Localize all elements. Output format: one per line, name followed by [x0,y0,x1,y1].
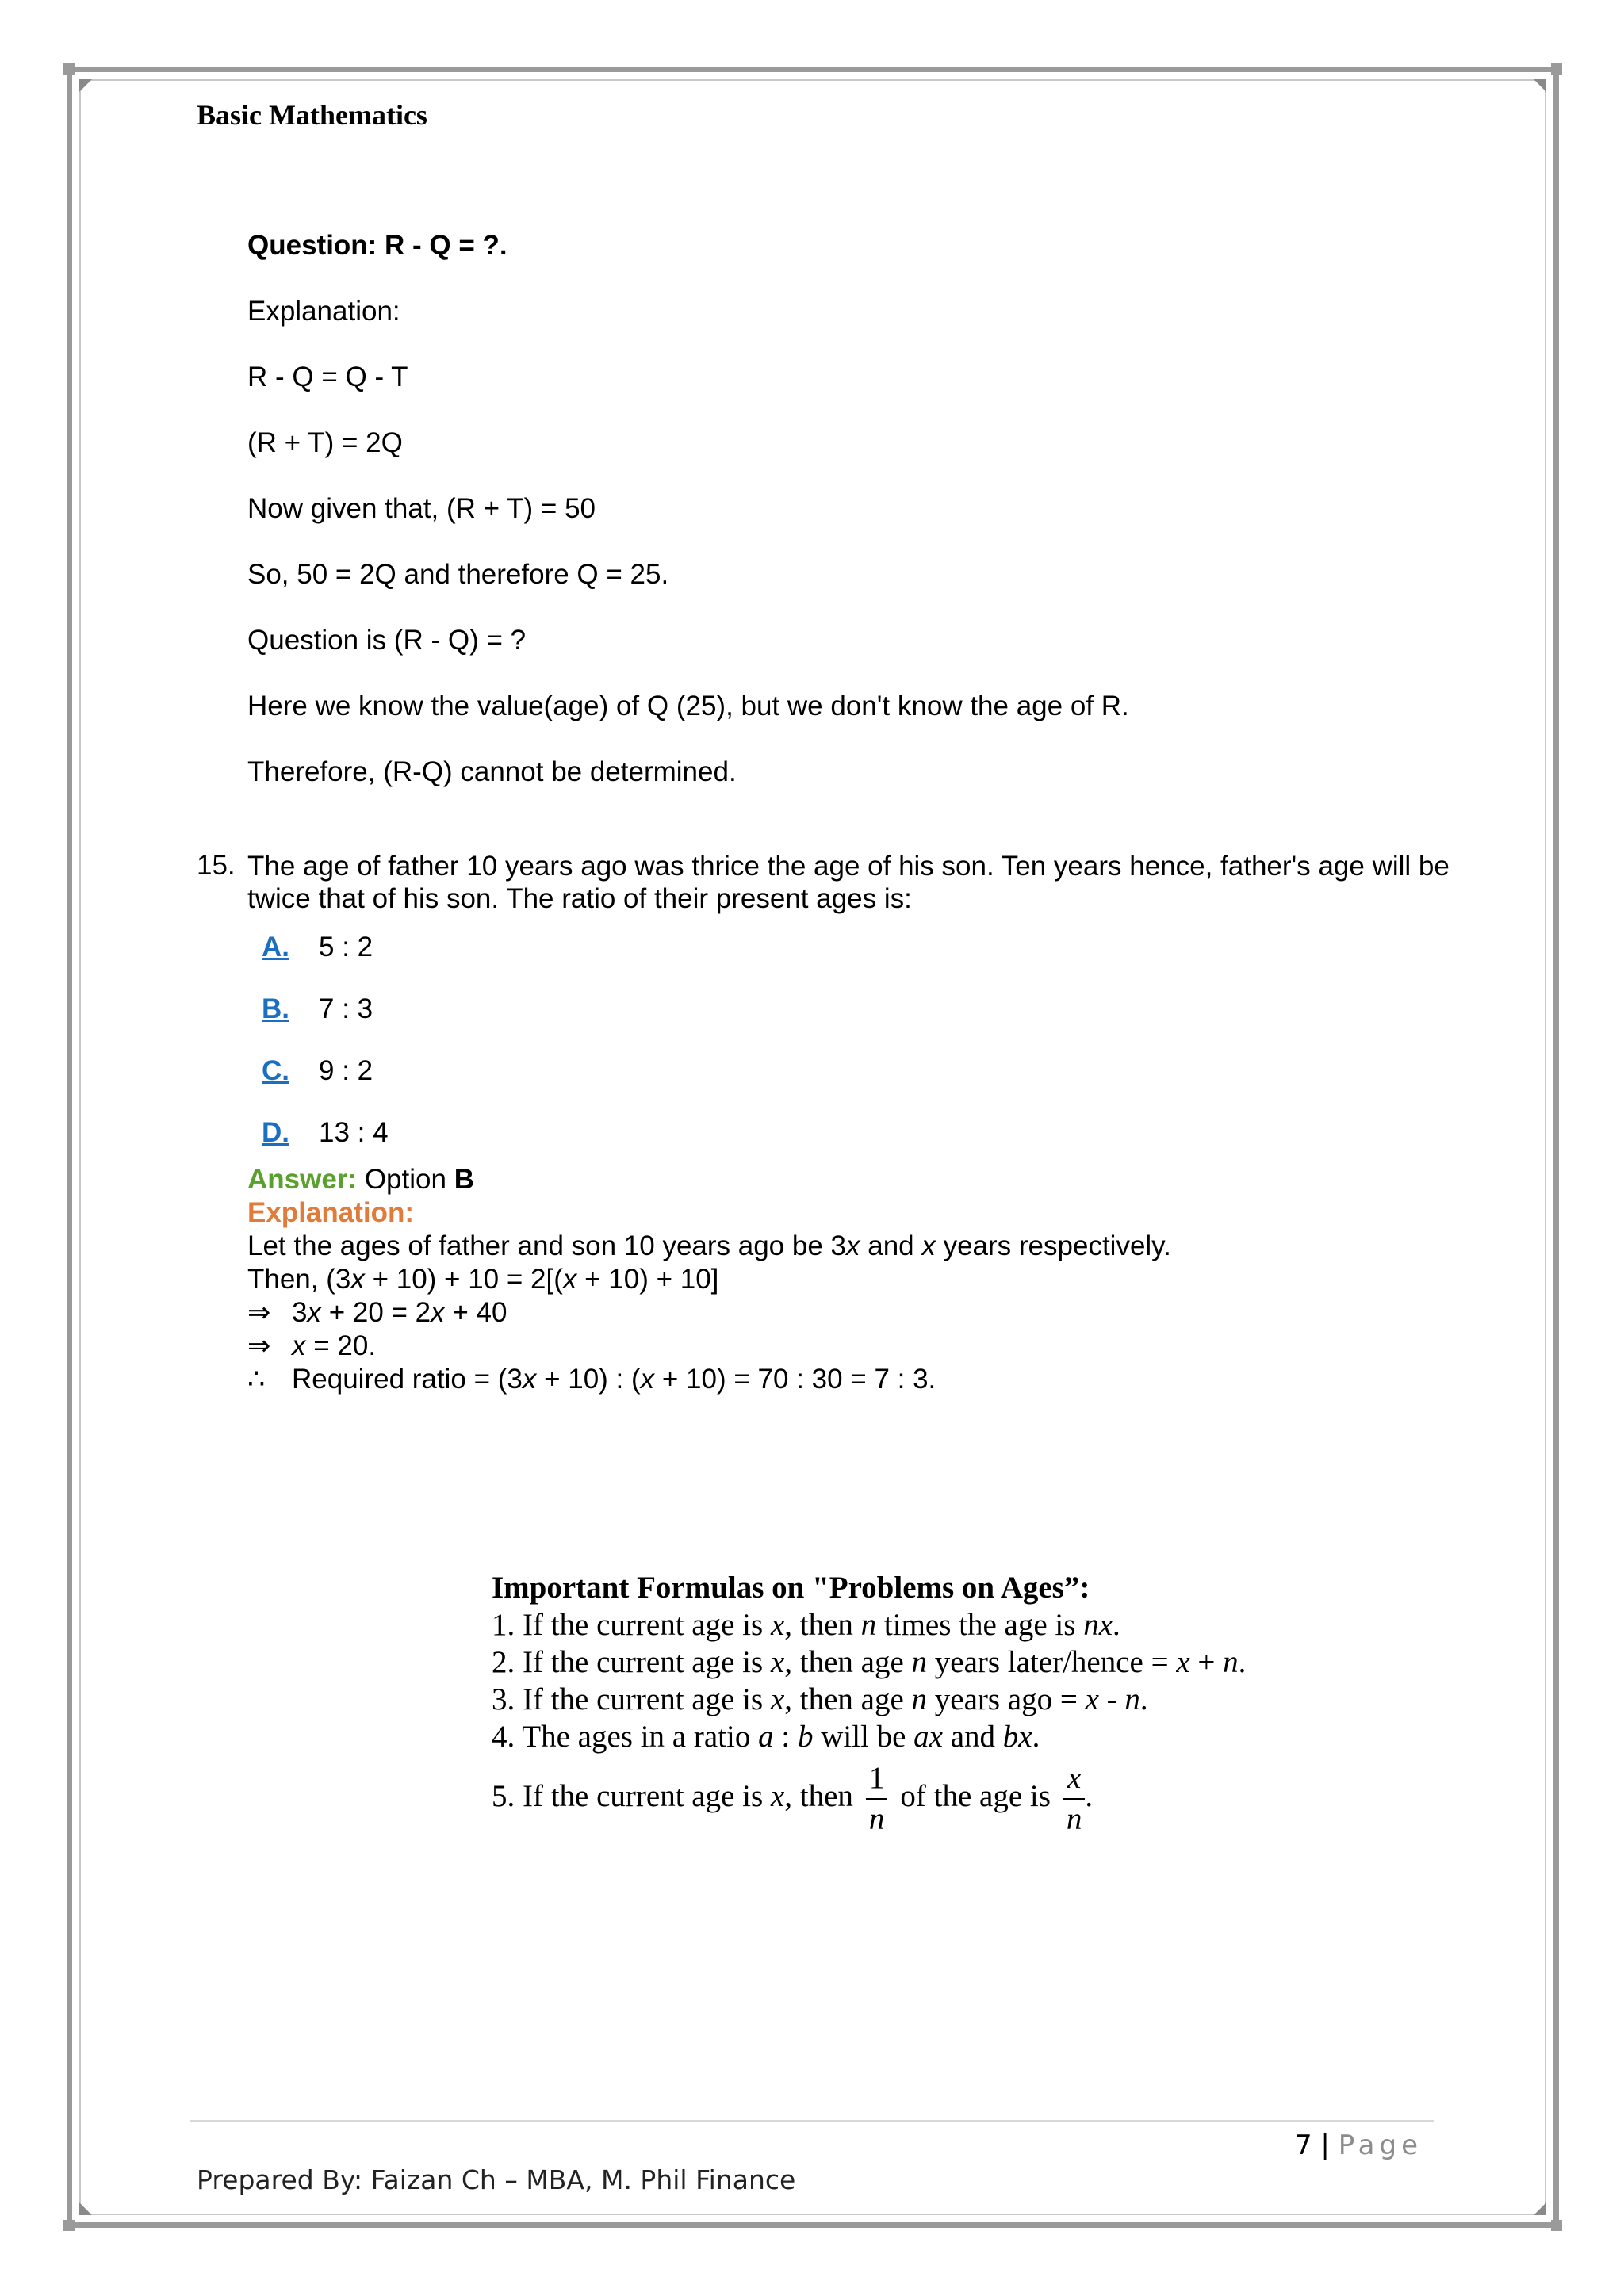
explanation-line: Therefore, (R-Q) cannot be determined. [247,756,737,787]
solution-line: ⇒ x = 20. [247,1330,377,1361]
question-number: 15. [197,850,236,881]
question-heading: Question: R - Q = ?. [247,230,508,261]
corner-ornament-bottom-left [79,2202,92,2215]
implies-symbol: ⇒ [247,1297,271,1328]
implies-symbol: ⇒ [247,1330,271,1361]
corner-ornament-top-left [79,79,92,92]
fraction-x-over-n: $\frac{x}{n}$ [1063,1758,1086,1839]
solution-explanation-label: Explanation: [247,1197,415,1228]
solution-line: Let the ages of father and son 10 years ago be 3x and x years respectively. [247,1230,1171,1261]
explanation-label: Explanation: [247,296,400,327]
solution-line: ⇒ 3x + 20 = 2x + 40 [247,1297,508,1328]
option-d-value: 13 : 4 [319,1117,389,1148]
corner-tick-bottom-left [63,2220,75,2231]
answer-line [247,1164,474,1196]
formula-item: 5. If the current age is x, then $\frac{1}{n}$ of the age is $\frac{x}{n}$ . [492,1758,1093,1839]
solution-line: ∴ Required ratio = (3x + 10) : (x + 10) = 70 : 30 = 7 : 3. [247,1364,936,1395]
option-b-value: 7 : 3 [319,993,373,1024]
option-b-link[interactable]: B. [262,993,289,1024]
therefore-symbol: ∴ [247,1364,266,1395]
option-a-value: 5 : 2 [319,932,373,962]
document-header-title: Basic Mathematics [197,99,427,131]
answer-option: B [454,1164,474,1195]
question-text: The age of father 10 years ago was thrice the age of his son. Ten years hence, father's age will be twice that of his son. The ratio of their present ages is: [247,851,1450,914]
explanation-line: Here we know the value(age) of Q (25), but we don't know the age of R. [247,691,1129,721]
formula-item: 3. If the current age is x, then age n years ago = x - n. [492,1682,1148,1716]
explanation-line: (R + T) = 2Q [247,427,403,458]
fraction-one-over-n: $\frac{1}{n}$ [866,1758,888,1839]
page-number: 7 | Page [1294,2130,1423,2161]
corner-ornament-bottom-right [1534,2202,1546,2215]
corner-tick-top-left [63,63,75,75]
formula-item: 2. If the current age is x, then age n years later/hence = x + n. [492,1645,1247,1679]
corner-tick-bottom-right [1551,2220,1562,2231]
explanation-line: So, 50 = 2Q and therefore Q = 25. [247,559,669,590]
answer-text: Option [364,1164,446,1195]
corner-ornament-top-right [1534,79,1546,92]
answer-label: Answer: [247,1164,358,1195]
solution-line: Then, (3x + 10) + 10 = 2[(x + 10) + 10] [247,1264,719,1295]
page-border-inner [79,79,1546,2215]
option-c-link[interactable]: C. [262,1055,289,1086]
option-d-link[interactable]: D. [262,1117,289,1148]
formula-item: 1. If the current age is x, then n times the age is nx. [492,1608,1120,1642]
option-a-link[interactable]: A. [262,932,289,962]
formula-item: 4. The ages in a ratio a : b will be ax and bx. [492,1720,1040,1754]
footer-divider [190,2120,1434,2122]
explanation-line: R - Q = Q - T [247,362,408,392]
explanation-line: Now given that, (R + T) = 50 [247,493,596,524]
explanation-line: Question is (R - Q) = ? [247,625,527,656]
option-c-value: 9 : 2 [319,1055,373,1086]
corner-tick-top-right [1551,63,1562,75]
formulas-title: Important Formulas on "Problems on Ages”: [492,1571,1090,1605]
footer-prepared-by: Prepared By: Faizan Ch – MBA, M. Phil Finance [197,2164,796,2195]
